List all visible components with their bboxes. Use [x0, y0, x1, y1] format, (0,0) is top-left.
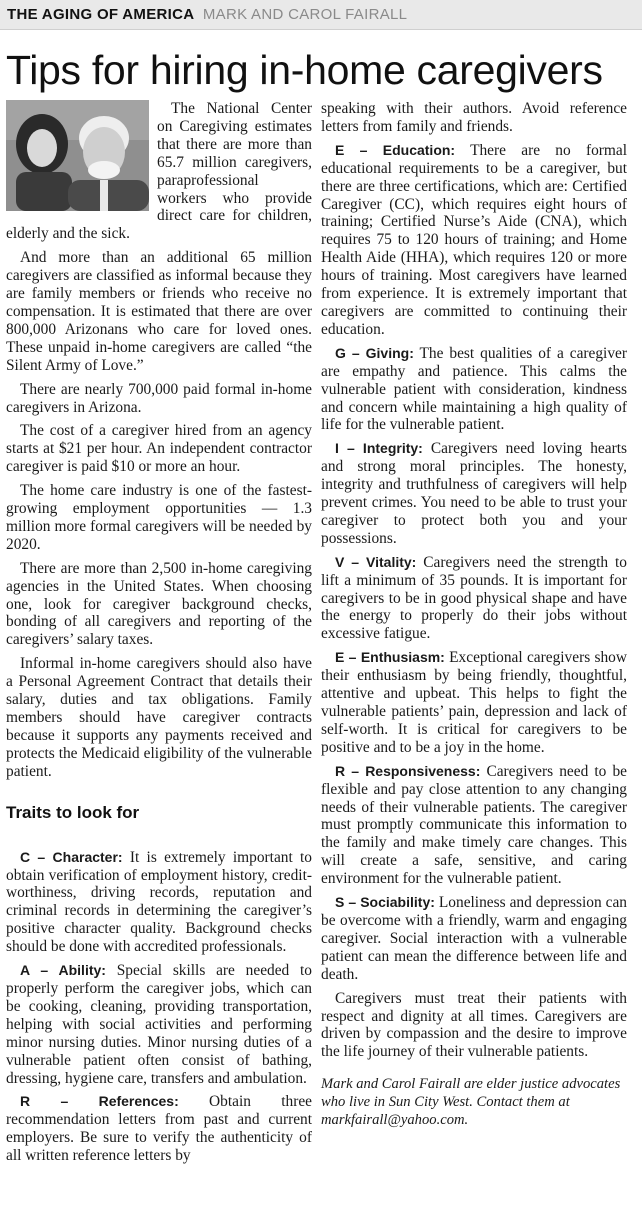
trait-label: S – Sociability: [335, 894, 435, 911]
section-header [0, 0, 642, 30]
trait-label: A – Ability: [20, 962, 106, 979]
byline: MARK AND CAROL FAIRALL [202, 6, 408, 23]
trait-text: Loneliness and depression can be overcome with a friendly, warm and engaging caregiver. Social interaction with a vulnerable patient can mean the difference between life and death. [321, 894, 627, 983]
trait-references-continued: speaking with their authors. Avoid reference letters from family and friends. [321, 100, 627, 135]
trait-text: Caregivers need to be flexible and pay close attention to any changing needs of their vulnerable patients. The caregiver must promptly communicate this information to the family and make timely care changes. This will create a safe, sensitive, and caring environment for the vulnerable patient. [321, 762, 627, 888]
trait-label: E – Enthusiasm: [335, 649, 445, 666]
trait-text: Caregivers need the strength to lift a minimum of 35 pounds. It is important for caregivers to be in good physical shape and have the energy to properly do their jobs without excessive fatigue. [321, 553, 627, 643]
trait-responsiveness [321, 763, 627, 888]
trait-text: Caregivers need loving hearts and strong moral principles. The honesty, integrity and truthfulness of caregivers will help prevent crimes. You need to be able to trust your caregiver to protect both you and your possessions. [321, 440, 627, 547]
agencies-paragraph: There are more than 2,500 in-home caregiving agencies in the United States. When choosing one, look for caregiver background checks, bonding of all caregivers and reporting of the caregivers’ salary taxes. [6, 559, 312, 649]
author-photo [6, 100, 149, 211]
right-column [321, 100, 627, 1135]
cost-paragraph: The cost of a caregiver hired from an agency starts at $21 per hour. An independent contractor caregiver is paid $10 or more an hour. [6, 422, 312, 476]
trait-label: R – References: [20, 1093, 179, 1110]
trait-education [321, 142, 627, 339]
intro-paragraph: The National Center on Caregiving estimates that there are more than 65.7 million caregivers, paraprofessional workers who provide direct care for children, elderly and the sick. [6, 100, 312, 243]
trait-character [6, 849, 312, 956]
trait-label: I – Integrity: [335, 440, 423, 457]
traits-subhead: Traits to look for [6, 802, 140, 822]
trait-vitality [321, 554, 627, 644]
trait-label: C – Character: [20, 848, 123, 865]
trait-text: It is extremely important to obtain verification of employment history, credit-worthiness, driving records, reputation and criminal records in determining the caregiver’s positive character quality. Background checks should be done with accredited professionals. [6, 848, 312, 956]
paid-caregivers-paragraph: There are nearly 700,000 paid formal in-home caregivers in Arizona. [6, 380, 312, 416]
headline: Tips for hiring in-home caregivers [6, 47, 603, 93]
trait-integrity [321, 440, 627, 547]
trait-giving [321, 345, 627, 435]
trait-label: G – Giving: [335, 344, 414, 361]
trait-text: There are no formal educational requirements to be a caregiver, but there are three certifications, which are: Certified Caregiver (CC), which requires eight hours of training; Certified Nurse’s Aide (CNA), which requires 75 to 120 hours of training; and Home Health Aide (HHA), which requires 120 or more hours of training. Most caregivers have learned from experience. It is extremely important that caregivers are committed to continuing their education. [321, 141, 628, 338]
trait-label: R – Responsiveness: [335, 762, 481, 779]
author-credit: Mark and Carol Fairall are elder justice advocates who live in Sun City West. Contact them at markfairall@yahoo.com. [321, 1076, 621, 1129]
trait-text: Obtain three recommendation letters from past and current employers. Be sure to verify the authenticity of all written reference letters by [6, 1093, 313, 1165]
trait-references [6, 1093, 312, 1165]
trait-text: Special skills are needed to properly perform the caregiver jobs, which can be cooking, cleaning, providing transportation, helping with social activities and performing minor nursing duties. Minor nursing duties of a vulnerable patient often consist of bathing, dressing, hygiene care, transfers and ambulation. [6, 962, 312, 1087]
trait-sociability [321, 894, 627, 984]
informal-caregivers-paragraph: And more than an additional 65 million caregivers are classified as informal because they are family members or friends who receive no compensation. It is estimated that there are over 800,000 Arizonans who care for loved ones. These unpaid in-home caregivers are called “the Silent Army of Love.” [6, 249, 312, 374]
trait-label: V – Vitality: [335, 553, 417, 570]
industry-growth-paragraph: The home care industry is one of the fastest-growing employment opportunities — 1.3 million more formal caregivers will be needed by 2020. [6, 482, 312, 553]
trait-enthusiasm [321, 649, 627, 756]
left-column [6, 100, 312, 1171]
trait-text: The best qualities of a caregiver are empathy and patience. This calms the vulnerable patient with consideration, kindness and concern while maintaining a high quality of life for the vulnerable patient. [321, 344, 627, 434]
trait-label: E – Education: [335, 141, 456, 158]
trait-text: Exceptional caregivers show their enthusiasm by being friendly, thoughtful, attentive and upbeat. This helps to fight the vulnerable patients’ pain, depression and lack of self-worth. It is critical for caregivers to be positive and to be a joy in the home. [321, 649, 627, 756]
agreement-paragraph: Informal in-home caregivers should also have a Personal Agreement Contract that details their salary, duties and tax obligations. Family members should have caregiver contracts because it supports any payments received and protects the Medicaid eligibility of the vulnerable patient. [6, 655, 312, 780]
trait-ability [6, 962, 312, 1087]
section-name: THE AGING OF AMERICA [7, 6, 195, 23]
closing-paragraph: Caregivers must treat their patients with respect and dignity at all times. Caregivers are driven by compassion and the desire to improve the life journey of their vulnerable patients. [321, 989, 627, 1061]
